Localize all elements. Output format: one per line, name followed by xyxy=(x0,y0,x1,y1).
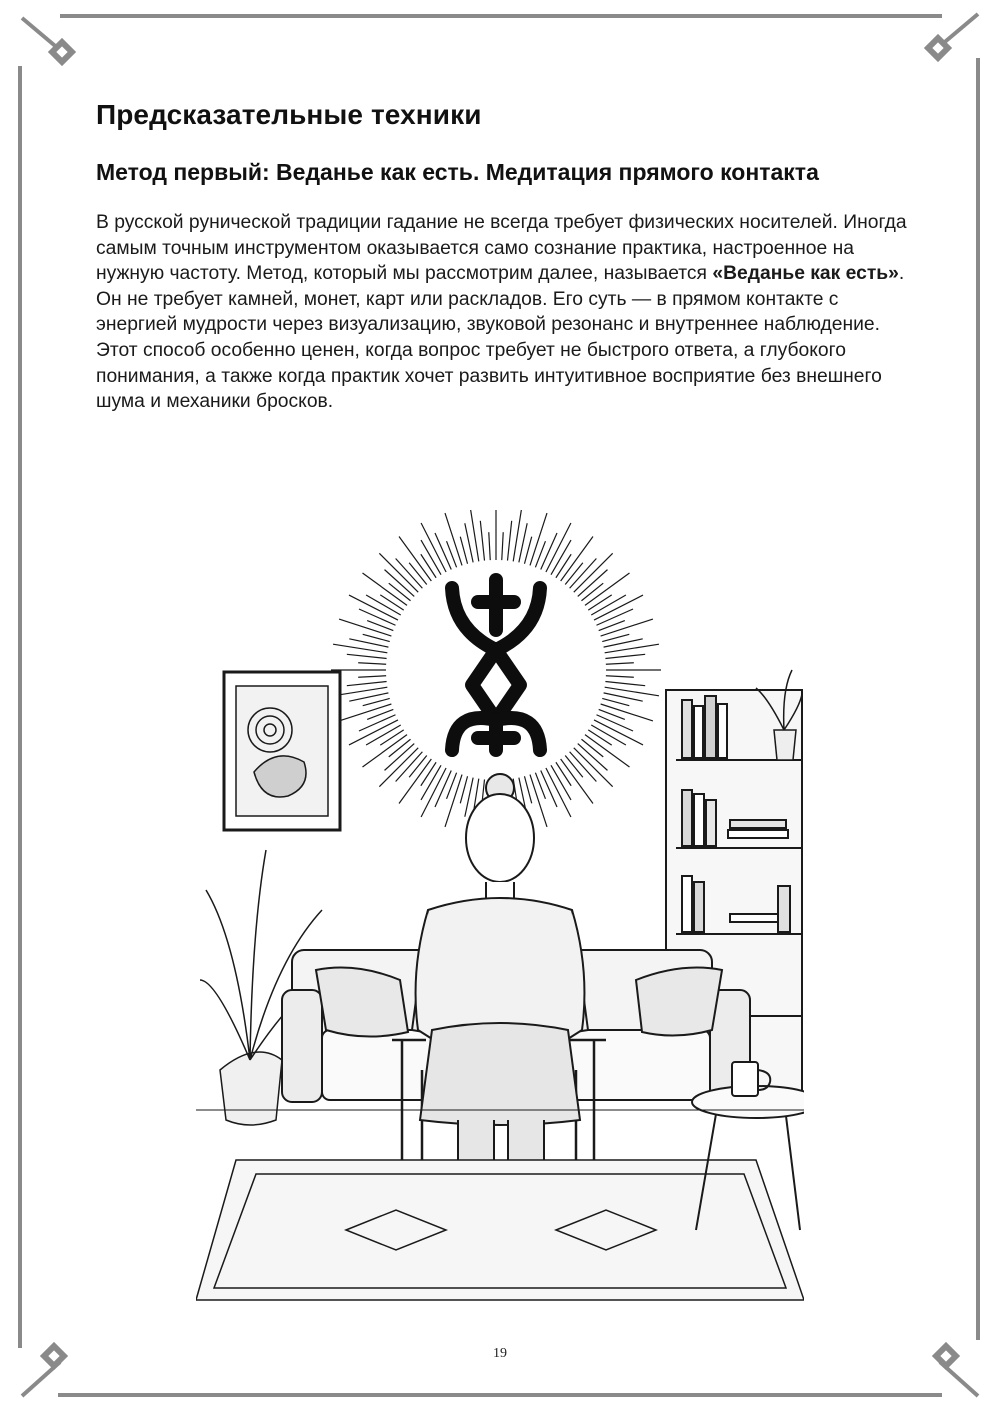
sun-ray xyxy=(530,513,547,565)
sun-ray xyxy=(339,619,391,636)
sun-ray xyxy=(389,583,411,601)
sun-ray xyxy=(606,676,634,677)
sun-ray xyxy=(409,563,427,585)
sun-ray xyxy=(556,762,571,785)
sun-ray xyxy=(399,759,431,803)
sun-ray xyxy=(363,634,390,641)
corner-ornament-bottom-right-icon xyxy=(916,1334,986,1404)
method-name-bold: «Веданье как есть» xyxy=(712,263,899,285)
section-subheading: Метод первый: Веданье как есть. Медитация прямого контакта xyxy=(96,159,819,185)
sun-ray xyxy=(602,698,629,705)
sun-ray xyxy=(574,748,613,787)
sun-ray xyxy=(445,513,462,565)
sun-ray xyxy=(524,776,531,803)
sun-ray xyxy=(541,770,557,807)
sun-ray xyxy=(389,739,411,757)
sun-ray xyxy=(585,573,629,605)
sun-ray xyxy=(556,554,571,577)
sun-ray xyxy=(561,537,593,581)
sun-ray xyxy=(359,609,396,625)
body-paragraph xyxy=(96,210,908,415)
page-content xyxy=(96,96,908,415)
frame-right-line xyxy=(976,58,980,1340)
sun-ray xyxy=(460,776,467,803)
sun-ray xyxy=(596,609,633,625)
sun-ray xyxy=(399,537,431,581)
rug-icon xyxy=(196,1160,804,1300)
frame-top-line xyxy=(60,14,942,18)
sun-ray xyxy=(502,532,503,560)
meditation-illustration xyxy=(196,510,804,1305)
sun-ray xyxy=(347,654,387,658)
rune-symbol-icon xyxy=(452,580,540,750)
sun-ray xyxy=(581,583,603,601)
sun-ray xyxy=(524,537,531,564)
page-heading: Предсказательные техники xyxy=(96,99,482,130)
sun-ray xyxy=(421,762,436,785)
sun-ray xyxy=(565,755,583,777)
sun-ray xyxy=(435,533,451,570)
sun-ray xyxy=(380,595,403,610)
sun-ray xyxy=(363,573,407,605)
sun-ray xyxy=(489,532,490,560)
sun-ray xyxy=(601,704,653,721)
sun-ray xyxy=(541,533,557,570)
sun-ray xyxy=(409,755,427,777)
sun-ray xyxy=(581,739,603,757)
sun-ray xyxy=(565,563,583,585)
sun-ray xyxy=(480,521,484,561)
sun-ray xyxy=(363,698,390,705)
sun-ray xyxy=(359,715,396,731)
sun-ray xyxy=(605,681,645,685)
sun-ray xyxy=(585,735,629,767)
sun-ray xyxy=(380,730,403,745)
sun-ray xyxy=(588,730,611,745)
corner-ornament-top-left-icon xyxy=(14,10,84,80)
sun-ray xyxy=(379,553,418,592)
sun-ray xyxy=(596,715,633,731)
sun-ray xyxy=(507,521,511,561)
sun-ray xyxy=(588,595,611,610)
sun-ray xyxy=(602,634,629,641)
sun-ray xyxy=(363,735,407,767)
sun-ray xyxy=(339,704,391,721)
paragraph-text-start: В русской рунической традиции гадание не всегда требует физических носителей. Иногда самым точным инструментом оказывается само сознание практика, настроенное на нужную частоту. Метод, который мы рассмотрим далее, называется xyxy=(96,212,907,285)
sun-ray xyxy=(460,537,467,564)
sun-ray xyxy=(605,654,645,658)
corner-ornament-top-right-icon xyxy=(916,6,986,76)
sun-ray xyxy=(421,554,436,577)
sun-ray xyxy=(347,681,387,685)
sun-ray xyxy=(379,748,418,787)
sun-ray xyxy=(601,619,653,636)
sun-ray xyxy=(606,663,634,664)
page-number: 19 xyxy=(493,1346,507,1361)
sun-ray xyxy=(445,775,462,827)
sun-ray xyxy=(358,663,386,664)
sun-ray xyxy=(358,676,386,677)
corner-ornament-bottom-left-icon xyxy=(14,1334,84,1404)
paragraph-text-end: . Он не требует камней, монет, карт или раскладов. Его суть — в прямом контакте с энергией мудрости через визуализацию, звуковой резонанс и внутреннее наблюдение. Этот способ особенно ценен, когда вопрос требует не быстрого ответа, а глубокого понимания, а также когда практик хочет развить интуитивное восприятие без внешнего шума и механики бросков. xyxy=(96,263,905,413)
sun-ray xyxy=(574,553,613,592)
sun-ray xyxy=(435,770,451,807)
frame-bottom-line xyxy=(58,1393,942,1397)
sun-ray xyxy=(561,759,593,803)
frame-left-line xyxy=(18,66,22,1348)
framed-picture-icon xyxy=(224,672,340,830)
sun-ray xyxy=(530,775,547,827)
